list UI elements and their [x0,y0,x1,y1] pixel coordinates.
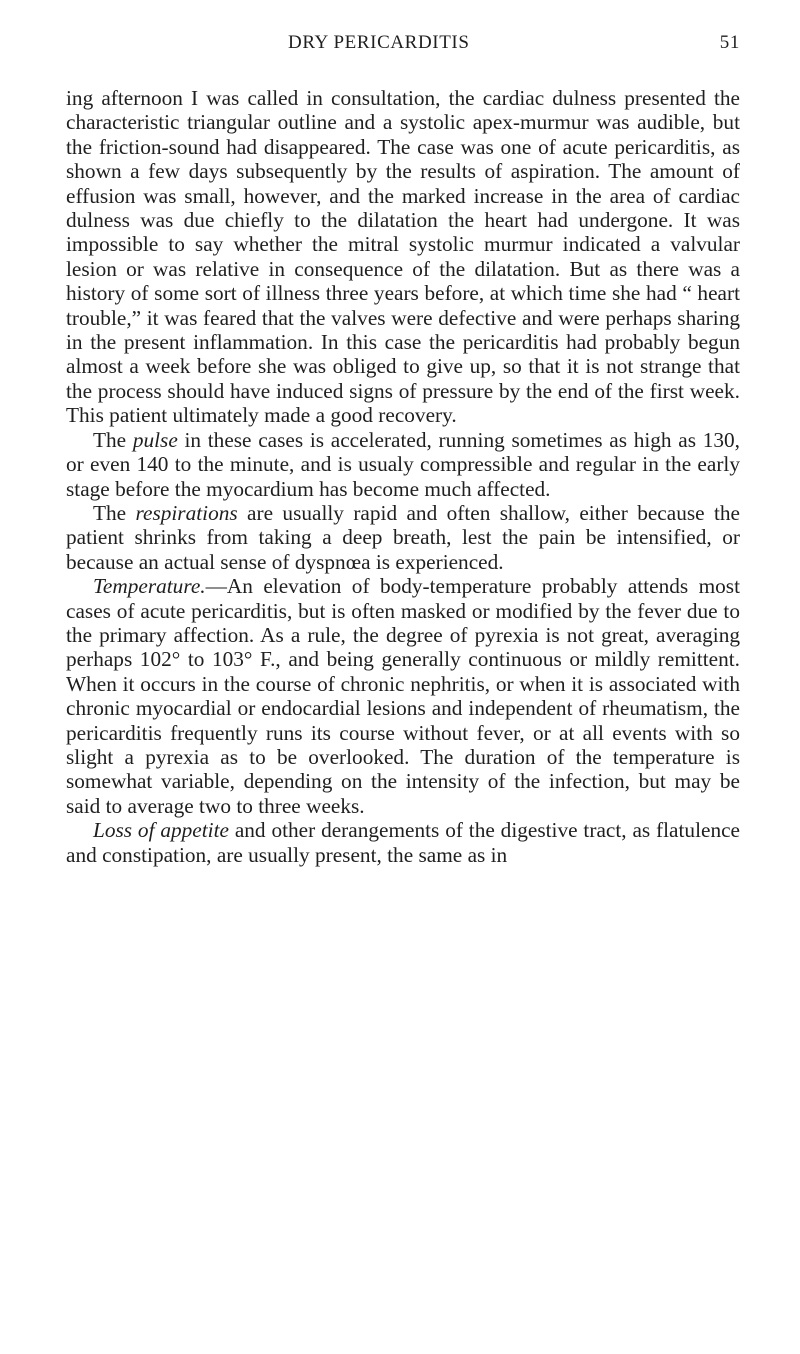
running-title: DRY PERICARDITIS [288,32,470,53]
paragraph-text: in these cases is accelerated, running sometimes as high as 130, or even 140 to the minute, and is usualy compressible and regular in the early stage before the myocardium has become much affected. [66,427,740,501]
italic-heading-temperature: Temperature. [93,574,206,599]
paragraph-prefix: The [93,500,136,525]
paragraph-text: and other derangements of the digestive tract, as flatulence and constipation, are usually present, the same as in [66,818,740,867]
paragraph-text: are usually rapid and often shallow, either because the patient shrinks from taking a deep breath, lest the pain be intensified, or because an actual sense of dyspnœa is experienced. [66,500,740,574]
paragraph-continuation [66,86,740,428]
paragraph-loss-of-appetite [66,818,740,867]
paragraph-temperature [66,574,740,818]
italic-term-pulse: pulse [132,427,178,452]
paragraph-text: —An elevation of body-temperature probably attends most cases of acute pericarditis, but is often masked or modified by the fever due to the primary affection. As a rule, the degree of pyrexia is not great, averaging perhaps 102° to 103° F., and being generally continuous or mildly remittent. When it occurs in the course of chronic nephritis, or when it is associated with chronic myocardial or endocardial lesions and independent of rheumatism, the pericarditis frequently runs its course without fever, or at all events with so slight a pyrexia as to be overlooked. The duration of the temperature is somewhat variable, depending on the intensity of the infection, but may be said to average two to three weeks. [66,574,740,818]
paragraph-pulse [66,428,740,501]
running-head [66,32,740,58]
italic-term-respirations: respirations [135,500,238,525]
paragraph-text: ing afternoon I was called in consultation, the cardiac dulness presented the characteristic triangular outline and a systolic apex-murmur was audible, but the friction-sound had disappeared. The case was one of acute pericarditis, as shown a few days subsequently by the results of aspiration. The amount of effusion was small, however, and the marked increase in the area of cardiac dulness was due chiefly to the dilatation the heart had undergone. It was impossible to say whether the mitral systolic murmur indicated a valvular lesion or was relative in consequence of the dilatation. But as there was a history of some sort of illness three years before, at which time she had “ heart trouble,” it was feared that the valves were defective and were perhaps sharing in the present inflammation. In this case the pericarditis had probably begun almost a week before she was obliged to give up, so that it is not strange that the process should have induced signs of pressure by the end of the first week. This patient ultimately made a good recovery. [66,86,740,428]
body-text [66,86,740,867]
page-number: 51 [719,32,740,53]
paragraph-prefix: The [93,427,133,452]
paragraph-respirations [66,501,740,574]
italic-term-loss-of-appetite: Loss of appetite [93,818,229,843]
